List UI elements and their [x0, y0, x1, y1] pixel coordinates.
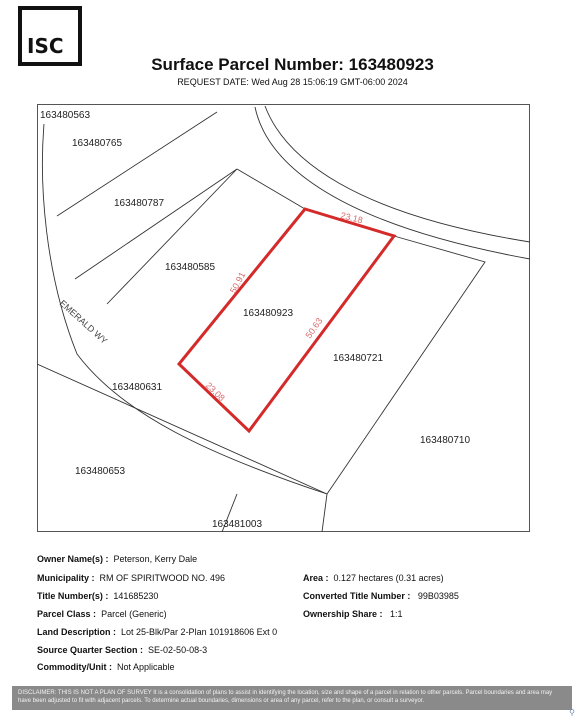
- dimension-left: 50.91: [227, 270, 248, 295]
- parcel-class-row: [37, 609, 167, 619]
- parcel-label-163480721: 163480721: [333, 353, 384, 364]
- road-edge-right-inner: [265, 106, 530, 242]
- area-label: Area :: [303, 573, 329, 583]
- commodity-label: Commodity/Unit :: [37, 662, 112, 672]
- lot-line-3: [107, 169, 237, 304]
- title-number-label: Title Number(s) :: [37, 591, 109, 601]
- lot-line-4: [237, 169, 305, 209]
- title-number-row: [37, 591, 158, 601]
- parcel-label-163480585: 163480585: [165, 262, 216, 273]
- ownership-share-label: Ownership Share :: [303, 609, 383, 619]
- title-number-value: 141685230: [113, 591, 159, 601]
- commodity-row: [37, 662, 175, 672]
- parcel-label-163480631: 163480631: [112, 382, 163, 393]
- dimension-right: 50.63: [303, 315, 325, 341]
- dimension-bottom: 23.08: [203, 380, 227, 404]
- owner-row: [37, 554, 197, 564]
- street-label: EMERALD WY: [57, 298, 110, 346]
- source-quarter-label: Source Quarter Section :: [37, 645, 144, 655]
- source-quarter-value: SE-02-50-08-3: [148, 645, 208, 655]
- commodity-value: Not Applicable: [117, 662, 175, 672]
- owner-label: Owner Name(s) :: [37, 554, 109, 564]
- municipality-value: RM OF SPIRITWOOD NO. 496: [99, 573, 226, 583]
- parcel-label-163480563: 163480563: [40, 110, 91, 121]
- ownership-share-value: 1:1: [390, 609, 403, 619]
- municipality-row: [37, 573, 225, 583]
- logo-text: ISC: [27, 34, 64, 58]
- parcel-label-163481003: 163481003: [212, 519, 263, 530]
- disclaimer: [12, 686, 572, 710]
- land-description-value: Lot 25-Blk/Par 2-Plan 101918606 Ext 0: [121, 627, 278, 637]
- lot-line-5: [327, 236, 485, 494]
- land-description-label: Land Description :: [37, 627, 117, 637]
- dimension-top: 23.18: [339, 210, 364, 226]
- disclaimer-text: DISCLAIMER: THIS IS NOT A PLAN OF SURVEY It is a consolidation of plans to assist in identifying the location, size and shape of a parcel in relation to other parcels. Parcel boundaries and area may have been adjusted to fit with adjacent parcels. To determine actual boundaries, dimensions or area of any parcel, refer to the plan, or consult a surveyor.: [18, 690, 553, 704]
- map-pin-icon: ⚲: [569, 708, 575, 717]
- parcel-label-163480787: 163480787: [114, 198, 165, 209]
- ownership-share-row: [303, 609, 403, 619]
- subject-parcel-outline: [179, 209, 394, 431]
- page-title: Surface Parcel Number: 163480923: [151, 55, 434, 74]
- converted-title-label: Converted Title Number :: [303, 591, 411, 601]
- converted-title-row: [303, 591, 459, 601]
- area-row: [303, 573, 444, 583]
- request-date: REQUEST DATE: Wed Aug 28 15:06:19 GMT-06:00 2024: [177, 77, 408, 87]
- source-quarter-row: [37, 645, 207, 655]
- parcel-class-label: Parcel Class :: [37, 609, 97, 619]
- converted-title-value: 99B03985: [417, 591, 459, 601]
- area-value: 0.127 hectares (0.31 acres): [333, 573, 444, 583]
- municipality-label: Municipality :: [37, 573, 95, 583]
- parcel-label-163480765: 163480765: [72, 138, 123, 149]
- parcel-label-163480923: 163480923: [243, 308, 294, 319]
- parcel-map: [37, 104, 530, 532]
- lot-line-6: [322, 494, 327, 532]
- parcel-label-163480710: 163480710: [420, 435, 471, 446]
- parcel-class-value: Parcel (Generic): [101, 609, 167, 619]
- owner-value: Peterson, Kerry Dale: [113, 554, 198, 564]
- parcel-label-163480653: 163480653: [75, 466, 126, 477]
- land-description-row: [37, 627, 277, 637]
